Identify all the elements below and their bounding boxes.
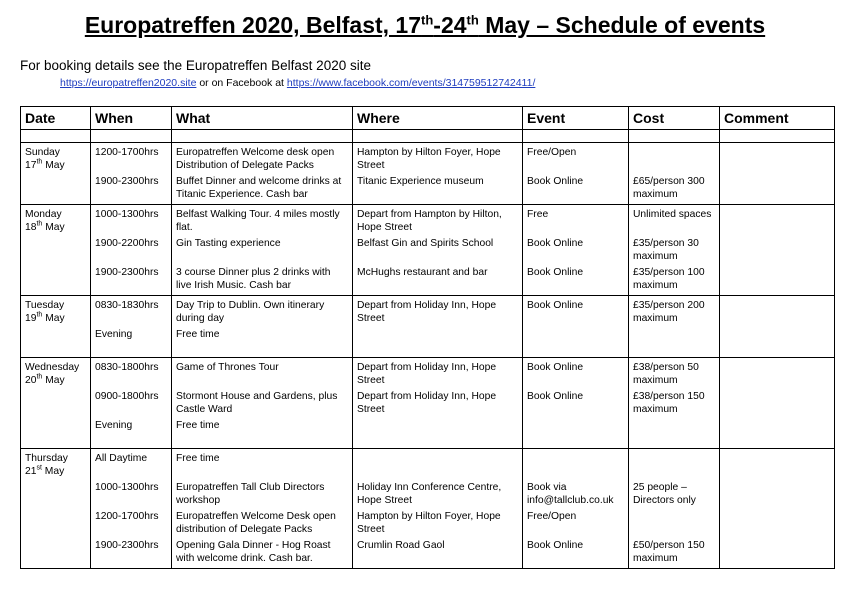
col-header-where: Where (353, 107, 523, 130)
day-group-row (21, 205, 835, 296)
where-cell (353, 449, 523, 569)
where-entry: Depart from Holiday Inn, Hope Street (357, 362, 497, 386)
event-entry: Book via info@tallclub.co.uk (527, 482, 614, 506)
col-header-event: Event (523, 107, 629, 130)
event-cell (523, 449, 629, 569)
cost-entry: £38/person 50 maximum (633, 362, 699, 386)
date-cell (21, 449, 91, 569)
comment-cell (720, 205, 835, 296)
what-entry: 3 course Dinner plus 2 drinks with live Irish Music. Cash bar (176, 267, 331, 291)
event-entry: Book Online (527, 540, 584, 551)
cost-entry: £65/person 300 maximum (633, 176, 705, 200)
when-cell (91, 358, 172, 449)
event-entry: Book Online (527, 300, 584, 311)
comment-cell (720, 143, 835, 205)
where-cell (353, 143, 523, 205)
where-entry: Titanic Experience museum (357, 176, 484, 187)
what-entry: Belfast Walking Tour. 4 miles mostly flat. (176, 209, 340, 233)
where-entry: McHughs restaurant and bar (357, 267, 488, 278)
cost-entry (633, 510, 715, 536)
page-title: Europatreffen 2020, Belfast, 17th-24th May – Schedule of events (84, 12, 766, 38)
day-suffix: th (36, 220, 43, 228)
event-entry: Free (527, 209, 549, 220)
date-cell (21, 205, 91, 296)
comment-cell (720, 358, 835, 449)
when-cell (91, 296, 172, 358)
date-cell (21, 358, 91, 449)
col-header-comment: Comment (720, 107, 835, 130)
what-entry: Free time (176, 453, 220, 464)
col-header-date: Date (21, 107, 91, 130)
what-entry: Free time (176, 420, 220, 431)
what-cell (172, 449, 353, 569)
date-cell (21, 296, 91, 358)
header-row (21, 107, 835, 130)
month: May (44, 466, 65, 477)
what-entry: Europatreffen Tall Club Directors workshop (176, 482, 325, 506)
weekday: Tuesday (25, 300, 65, 311)
website-link[interactable]: https://europatreffen2020.site (60, 77, 197, 89)
weekday: Wednesday (25, 362, 80, 373)
col-header-when: When (91, 107, 172, 130)
event-entry: Free/Open (527, 147, 577, 158)
cost-cell (629, 449, 720, 569)
when-entry: 1900-2300hrs (95, 267, 159, 278)
comment-cell (720, 296, 835, 358)
comment-entry (724, 539, 830, 565)
day-number: 19 (25, 313, 37, 324)
cost-cell (629, 296, 720, 358)
cost-cell (629, 205, 720, 296)
cost-entry: £35/person 200 maximum (633, 300, 705, 324)
what-cell (172, 296, 353, 358)
what-entry: Buffet Dinner and welcome drinks at Titanic Experience. Cash bar (176, 176, 342, 200)
day-suffix: th (36, 158, 43, 166)
comment-entry (724, 510, 830, 536)
when-entry: 1900-2200hrs (95, 238, 159, 249)
where-entry (357, 328, 518, 354)
comment-entry (724, 481, 830, 507)
month: May (45, 160, 65, 171)
where-entry (357, 419, 518, 445)
where-cell (353, 205, 523, 296)
event-entry: Book Online (527, 176, 584, 187)
what-entry: Free time (176, 329, 220, 340)
cost-entry (633, 146, 715, 172)
cost-entry: £35/person 100 maximum (633, 267, 705, 291)
col-header-cost: Cost (629, 107, 720, 130)
booking-intro: For booking details see the Europatreffen Belfast 2020 site (20, 58, 371, 73)
event-entry: Book Online (527, 238, 584, 249)
spacer-row (21, 130, 835, 143)
month: May (45, 222, 65, 233)
day-suffix: st (36, 464, 42, 472)
cost-entry: £35/person 30 maximum (633, 238, 699, 262)
comment-entry (724, 208, 830, 234)
when-entry: All Daytime (95, 453, 148, 464)
cost-entry (633, 328, 715, 354)
when-entry: 0830-1830hrs (95, 300, 159, 311)
col-header-what: What (172, 107, 353, 130)
weekday: Thursday (25, 453, 68, 464)
when-entry: 1000-1300hrs (95, 209, 159, 220)
weekday: Sunday (25, 147, 60, 158)
month: May (45, 313, 65, 324)
cost-entry (633, 452, 715, 478)
link-joiner: or on Facebook at (196, 77, 287, 89)
when-entry: 0830-1800hrs (95, 362, 159, 373)
when-entry: 1200-1700hrs (95, 147, 159, 158)
when-cell (91, 143, 172, 205)
comment-entry (724, 419, 830, 445)
comment-entry (724, 361, 830, 387)
day-number: 17 (25, 160, 37, 171)
event-entry: Book Online (527, 362, 584, 373)
what-entry: Europatreffen Welcome desk open Distribution of Delegate Packs (176, 147, 335, 171)
when-entry: 1900-2300hrs (95, 540, 159, 551)
what-entry: Gin Tasting experience (176, 238, 281, 249)
day-group-row (21, 296, 835, 358)
comment-entry (724, 146, 830, 172)
where-entry: Crumlin Road Gaol (357, 540, 445, 551)
comment-entry (724, 266, 830, 292)
comment-entry (724, 299, 830, 325)
cost-cell (629, 143, 720, 205)
event-cell (523, 205, 629, 296)
where-entry: Depart from Holiday Inn, Hope Street (357, 300, 497, 324)
what-entry: Europatreffen Welcome Desk open distribution of Delegate Packs (176, 511, 336, 535)
when-cell (91, 449, 172, 569)
event-entry (527, 452, 624, 478)
month: May (45, 375, 65, 386)
what-entry: Game of Thrones Tour (176, 362, 279, 373)
event-entry: Free/Open (527, 511, 577, 522)
cost-entry: £50/person 150 maximum (633, 540, 705, 564)
when-entry: 1200-1700hrs (95, 511, 159, 522)
where-entry: Hampton by Hilton Foyer, Hope Street (357, 511, 501, 535)
where-entry: Belfast Gin and Spirits School (357, 238, 494, 249)
what-cell (172, 205, 353, 296)
booking-links (60, 77, 535, 89)
where-entry: Depart from Holiday Inn, Hope Street (357, 391, 497, 415)
where-cell (353, 296, 523, 358)
day-group-row (21, 449, 835, 569)
when-cell (91, 205, 172, 296)
comment-cell (720, 449, 835, 569)
weekday: Monday (25, 209, 62, 220)
where-entry (357, 452, 518, 478)
when-entry: 0900-1800hrs (95, 391, 159, 402)
day-number: 21 (25, 466, 37, 477)
event-cell (523, 296, 629, 358)
day-number: 18 (25, 222, 37, 233)
event-entry: Book Online (527, 391, 584, 402)
day-group-row (21, 358, 835, 449)
cost-entry: Unlimited spaces (633, 209, 712, 220)
where-entry: Hampton by Hilton Foyer, Hope Street (357, 147, 501, 171)
when-entry: 1900-2300hrs (95, 176, 159, 187)
when-entry: Evening (95, 329, 133, 340)
comment-entry (724, 237, 830, 263)
day-suffix: th (36, 373, 43, 381)
what-entry: Opening Gala Dinner - Hog Roast with welcome drink. Cash bar. (176, 540, 331, 564)
event-entry: Book Online (527, 267, 584, 278)
cost-entry: 25 people – Directors only (633, 482, 696, 506)
what-entry: Stormont House and Gardens, plus Castle Ward (176, 391, 338, 415)
what-cell (172, 143, 353, 205)
what-cell (172, 358, 353, 449)
date-cell (21, 143, 91, 205)
where-entry: Holiday Inn Conference Centre, Hope Street (357, 482, 502, 506)
when-entry: 1000-1300hrs (95, 482, 159, 493)
event-cell (523, 358, 629, 449)
cost-cell (629, 358, 720, 449)
cost-entry (633, 419, 715, 445)
when-entry: Evening (95, 420, 133, 431)
day-group-row (21, 143, 835, 205)
comment-entry (724, 390, 830, 416)
day-number: 20 (25, 375, 37, 386)
where-cell (353, 358, 523, 449)
day-suffix: th (36, 311, 43, 319)
facebook-link[interactable]: https://www.facebook.com/events/314759512742411/ (286, 77, 536, 89)
what-entry: Day Trip to Dublin. Own itinerary during day (176, 300, 325, 324)
where-entry: Depart from Hampton by Hilton, Hope Street (357, 209, 502, 233)
comment-entry (724, 452, 830, 478)
cost-entry: £38/person 150 maximum (633, 391, 705, 415)
event-entry (527, 419, 624, 445)
event-entry (527, 328, 624, 354)
comment-entry (724, 328, 830, 354)
comment-entry (724, 175, 830, 201)
event-cell (523, 143, 629, 205)
schedule-table (20, 106, 835, 569)
